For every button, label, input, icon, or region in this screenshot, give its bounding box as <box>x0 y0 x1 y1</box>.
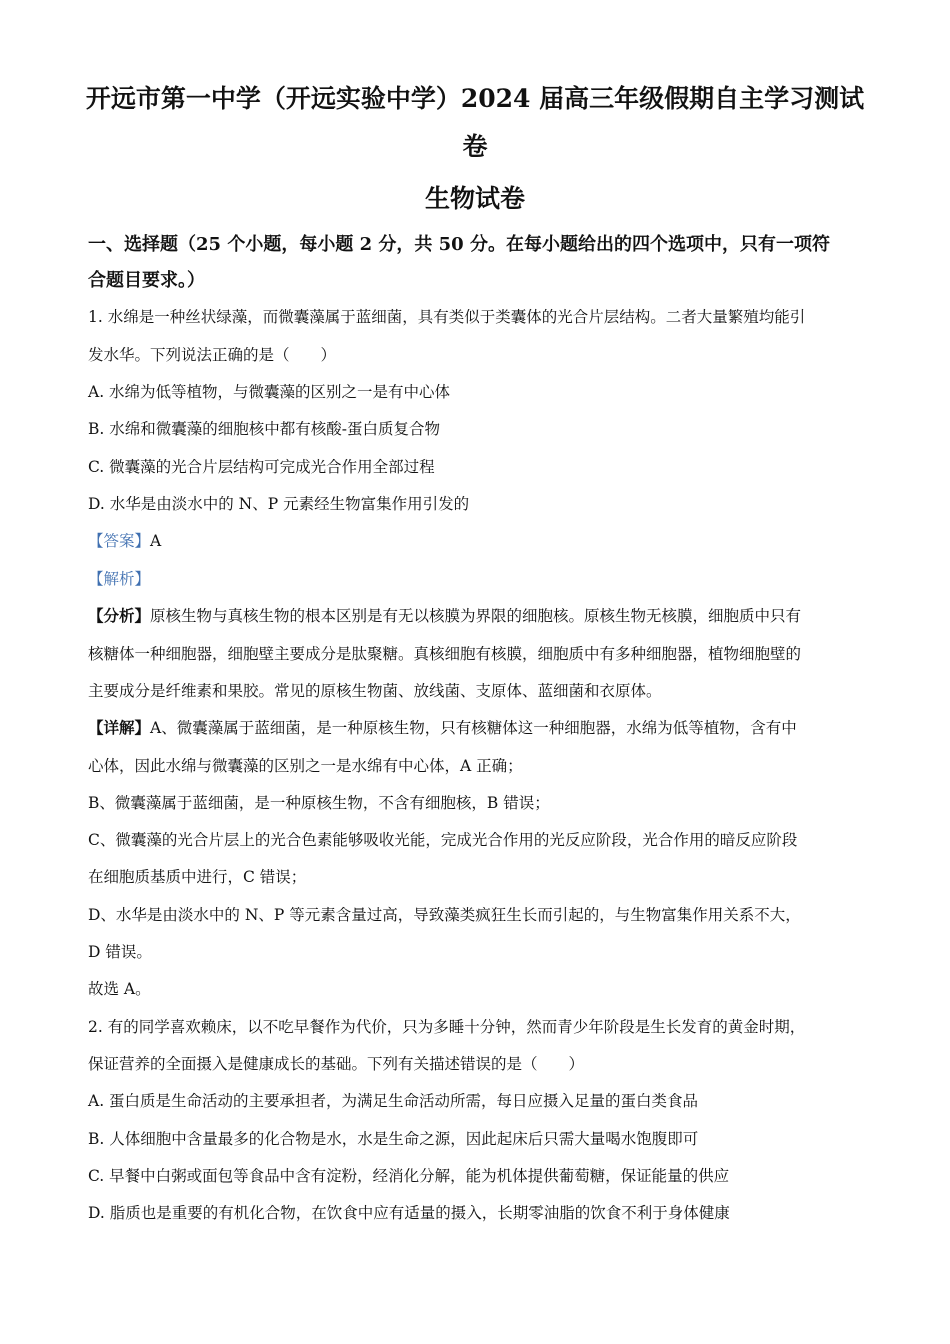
analysis-tag: 【解析】 <box>88 570 151 588</box>
q2-option-c: C. 早餐中白粥或面包等食品中含有淀粉，经消化分解，能为机体提供葡萄糖，保证能量的供应 <box>88 1167 730 1185</box>
q1-option-b: B. 水绵和微囊藻的细胞核中都有核酸-蛋白质复合物 <box>88 420 440 438</box>
section-heading-line2: 合题目要求。） <box>88 270 205 291</box>
q1-option-a: A. 水绵为低等植物，与微囊藻的区别之一是有中心体 <box>88 383 451 401</box>
xiangjie-text: A、微囊藻属于蓝细菌，是一种原核生物，只有核糖体这一种细胞器，水绵为低等植物，含有中 <box>150 719 797 737</box>
answer-tag: 【答案】 <box>88 532 151 550</box>
q1-xiangjie-line7: D 错误。 <box>88 943 152 961</box>
q1-stem-line2: 发水华。下列说法正确的是（ ） <box>88 346 337 364</box>
q1-xiangjie-line2: 心体，因此水绵与微囊藻的区别之一是水绵有中心体，A 正确； <box>88 757 523 775</box>
q1-fenxi-line3: 主要成分是纤维素和果胶。常见的原核生物菌、放线菌、支原体、蓝细菌和衣原体。 <box>88 682 662 700</box>
fenxi-text: 原核生物与真核生物的根本区别是有无以核膜为界限的细胞核。原核生物无核膜，细胞质中只有 <box>150 607 802 625</box>
q1-fenxi-line1 <box>88 605 878 627</box>
subject-title: 生物试卷 <box>424 184 525 213</box>
answer-value: A <box>150 532 162 550</box>
q1-xiangjie-line5: 在细胞质基质中进行，C 错误； <box>88 868 307 886</box>
q1-fenxi-line2: 核糖体一种细胞器，细胞壁主要成分是肽聚糖。真核细胞有核膜，细胞质中有多种细胞器，植物细胞壁的 <box>88 645 802 663</box>
q2-option-d: D. 脂质也是重要的有机化合物，在饮食中应有适量的摄入，长期零油脂的饮食不利于身体健康 <box>88 1204 730 1222</box>
q1-xiangjie-line4: C、微囊藻的光合片层上的光合色素能够吸收光能，完成光合作用的光反应阶段，光合作用的暗反应阶段 <box>88 831 798 849</box>
q2-option-a: A. 蛋白质是生命活动的主要承担者，为满足生命活动所需，每日应摄入足量的蛋白类食品 <box>88 1092 699 1110</box>
q1-xiangjie-line1 <box>88 717 878 739</box>
q1-option-d: D. 水华是由淡水中的 N、P 元素经生物富集作用引发的 <box>88 495 470 513</box>
section-heading-line1: 一、选择题（25 个小题，每小题 2 分，共 50 分。在每小题给出的四个选项中，只有一项符 <box>88 234 830 255</box>
q2-stem-line2: 保证营养的全面摄入是健康成长的基础。下列有关描述错误的是（ ） <box>88 1055 585 1073</box>
q1-xiangjie-line6: D、水华是由淡水中的 N、P 等元素含量过高，导致藻类疯狂生长而引起的，与生物富集作用关系不大， <box>88 906 801 924</box>
q1-xiangjie-line3: B、微囊藻属于蓝细菌，是一种原核生物，不含有细胞核，B 错误； <box>88 794 550 812</box>
xiangjie-tag: 【详解】 <box>88 718 151 737</box>
q1-answer-row <box>88 530 878 552</box>
q1-conclusion: 故选 A。 <box>88 980 151 998</box>
q1-stem-line1: 1. 水绵是一种丝状绿藻，而微囊藻属于蓝细菌，具有类似于类囊体的光合片层结构。二者大量繁殖均能引 <box>88 308 806 326</box>
q2-option-b: B. 人体细胞中含量最多的化合物是水，水是生命之源，因此起床后只需大量喝水饱腹即可 <box>88 1130 699 1148</box>
q2-stem-line1: 2. 有的同学喜欢赖床，以不吃早餐作为代价，只为多睡十分钟，然而青少年阶段是生长发育的黄金时期， <box>88 1018 806 1036</box>
fenxi-tag: 【分析】 <box>88 606 151 625</box>
q1-option-c: C. 微囊藻的光合片层结构可完成光合作用全部过程 <box>88 458 435 476</box>
exam-title-line1: 开远市第一中学（开远实验中学）2024 届高三年级假期自主学习测试 <box>85 84 865 113</box>
exam-title-line2: 卷 <box>462 132 488 161</box>
